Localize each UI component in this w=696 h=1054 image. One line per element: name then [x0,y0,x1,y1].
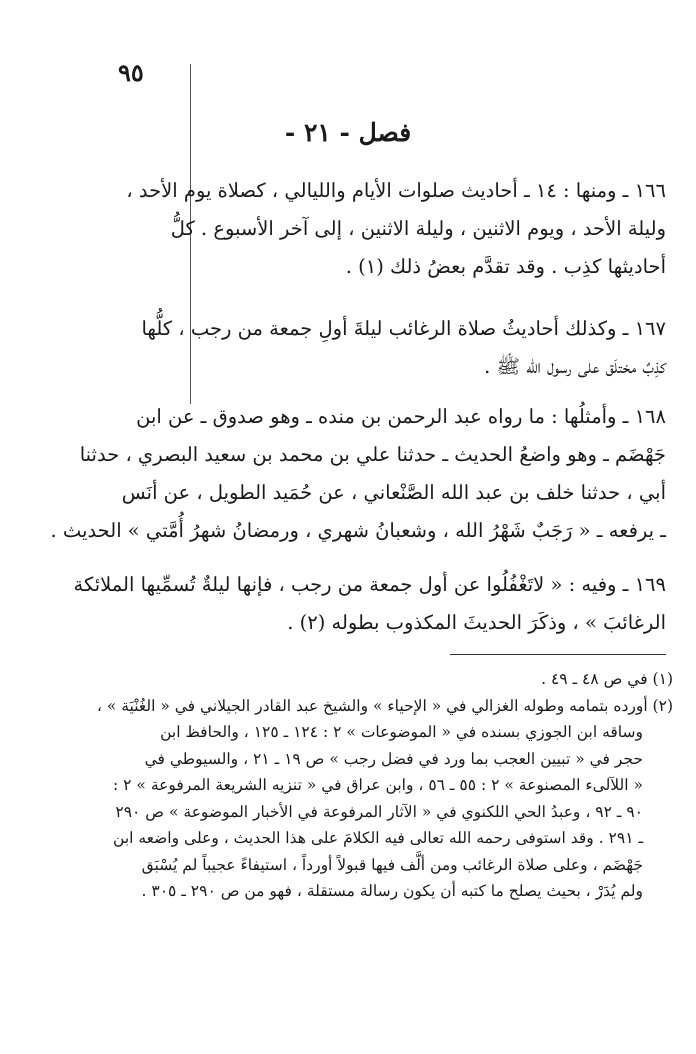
footnote-separator [450,654,666,655]
footnote-1: (١) في ص ٤٨ ـ ٤٩ . [541,670,673,688]
footnote-2-line: وساقه ابن الجوزي بسنده في « الموضوعات » ٢ : ١٢٤ ـ ١٢٥ ، والحافظ ابن [160,723,643,741]
footnote-2-line: ـ ٢٩١ . وقد استوفى رحمه الله تعالى فيه الكلامَ على هذا الحديث ، وعلى واضعه ابن [113,829,643,847]
paragraph-line: وليلة الأحد ، ويوم الاثنين ، وليلة الاثنين ، إلى آخر الأسبوع . كلُّ [170,217,666,240]
paragraph-line: ١٦٧ ـ وكذلك أحاديثُ صلاة الرغائب ليلةَ أولِ جمعة من رجب ، كلُّها [141,317,666,340]
paragraph-line: أحاديثها كذِب . وقد تقدَّم بعضُ ذلك (١) . [345,255,666,278]
paragraph-168 [50,398,666,550]
paragraph-line: كذِبٌ مختلَق على رسول الله ﷺ . [484,355,666,378]
section-heading: فصل - ٢١ - [284,118,412,147]
paragraph-169 [73,566,666,642]
paragraph-line: ـ يرفعه ـ « رَجَبٌ شَهْرُ الله ، وشعبانُ شهري ، ورمضانُ شهرُ أُمَّتي » الحديث . [50,519,666,542]
paragraph-167 [128,310,666,386]
footnote-2-line: ٩٠ ـ ٩٢ ، وعبدُ الحي اللكنوي في « الآثار المرفوعة في الأخبار الموضوعة » ص ٢٩٠ [115,802,643,821]
paragraph-line: أبي ، حدثنا خلف بن عبد الله الصَّنْعاني ، عن حُمَيد الطويل ، عن أنَس [121,481,666,504]
paragraph-line: جَهْضَم ـ وهو واضعُ الحديث ـ حدثنا علي بن محمد بن سعيد البصري ، حدثنا [79,443,666,466]
footnotes [96,666,673,905]
page-number: ٩٥ [118,58,144,87]
footnote-2-line: « اللآلىء المصنوعة » ٢ : ٥٥ ـ ٥٦ ، وابن عراق في « تنزيه الشريعة المرفوعة » ٢ : [113,776,643,794]
footnote-2-line: جَهْضَم ، وعلى صلاة الرغائب ومن ألَّف فيها قبولاً أورداً ، استيفاءً عجيباً لم يُسْبَق [141,855,643,874]
paragraph-166 [128,172,666,286]
paragraph-line: الرغائبَ » ، وذكَرَ الحديثَ المكذوب بطوله (٢) . [287,611,666,634]
footnote-2-line: ولم يُدَرْ ، بحيث يصلح ما كتبه أن يكون رسالة مستقلة ، فهو من ص ٢٩٠ ـ ٣٠٥ . [141,882,643,900]
paragraph-line: ١٦٩ ـ وفيه : « لاتَغْفُلُوا عن أول جمعة من رجب ، فإنها ليلةٌ تُسمِّيها الملائكة [73,573,666,596]
paragraph-line: ١٦٨ ـ وأمثلُها : ما رواه عبد الرحمن بن منده ـ وهو صدوق ـ عن ابن [136,405,666,428]
paragraph-line: ١٦٦ ـ ومنها : ١٤ ـ أحاديث صلوات الأيام والليالي ، كصلاة يوم الأحد ، [126,179,666,202]
footnote-2-line: حجر في « تبيين العجب بما ورد في فضل رجب » ص ١٩ ـ ٢١ ، والسيوطي في [144,749,643,768]
footnote-2-line: (٢) أورده بتمامه وطوله الغزالي في « الإحياء » والشيخ عبد القادر الجيلاني في « الغُنْيَة » ، [96,696,673,715]
